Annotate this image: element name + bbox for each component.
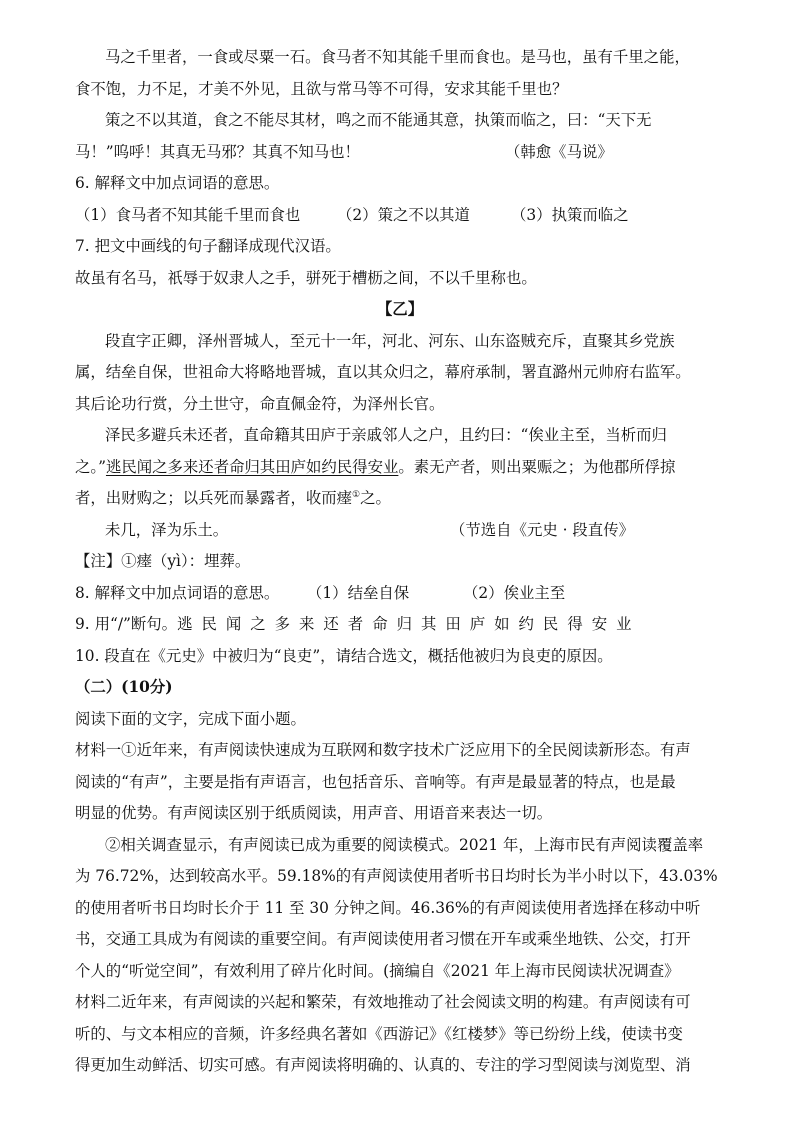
material-1-paragraph-2-line-2: 为 76.72%，达到较高水平。59.18%的有声阅读使用者听书日均时长为半小时以下，43.03% (75, 867, 718, 885)
question-9 (75, 609, 725, 641)
question-6: 6. 解释文中加点词语的意思。 (75, 174, 280, 192)
document-page (75, 42, 725, 1082)
yi-paragraph-2-line-2-start: 之。” (75, 457, 106, 476)
material-2-line-2: 听的、与文本相应的音频，许多经典名著如《西游记》《红楼梦》等已纷纷上线，使读书变 (75, 1024, 683, 1043)
part-2-instruction: 阅读下面的文字，完成下面小题。 (75, 709, 306, 728)
yi-paragraph-1-line-3: 其后论功行赏，分土世守，命直佩金符，为泽州长官。 (75, 394, 445, 413)
material-1-line-2: 阅读的“有声”，主要是指有声语言，也包括音乐、音响等。有声是最显著的特点，也是最 (75, 772, 676, 791)
yi-paragraph-2-line-3 (75, 483, 725, 515)
yi-paragraph-2-line-2 (75, 452, 725, 484)
question-10: 10. 段直在《元史》中被归为“良吏”，请结合选文，概括他被归为良吏的原因。 (75, 646, 613, 665)
yi-paragraph-2-line-3-start: 者，出财购之；以兵死而暴露者，收而瘗 (75, 489, 353, 507)
question-6-item-1: （1）食马者不知其能千里而食也 (75, 205, 301, 224)
yi-paragraph-2-line-3-end: 之。 (360, 489, 391, 507)
jia-paragraph-2-line-1: 策之不以其道，食之不能尽其材，鸣之而不能通其意，执策而临之，曰：“天下无 (105, 111, 652, 129)
question-8-item-1: （1）结垒自保 (307, 583, 410, 602)
question-7-sentence: 故虽有名马，祇辱于奴隶人之手，骈死于槽枥之间，不以千里称也。 (75, 268, 537, 287)
material-1-paragraph-2-line-1: ②相关调查显示，有声阅读已成为重要的阅读模式。2021 年，上海市民有声阅读覆盖率 (105, 835, 704, 854)
material-1-line-1: 材料一①近年来，有声阅读快速成为互联网和数字技术广泛应用下的全民阅读新形态。有声 (75, 741, 691, 759)
yi-paragraph-1-line-1: 段直字正卿，泽州晋城人，至元十一年，河北、河东、山东盗贼充斥，直聚其乡党族 (105, 331, 675, 350)
part-2-heading: （二）(10分) (75, 678, 173, 696)
material-2-line-3: 得更加生动鲜活、切实可感。有声阅读将明确的、认真的、专注的学习型阅读与浏览型、消 (75, 1056, 691, 1074)
material-1-line-3: 明显的优势。有声阅读区别于纸质阅读，用声音、用语音来表达一切。 (75, 804, 553, 822)
jia-paragraph-2-line-2-text: 马！”呜呼！其真无马邪？其真不知马也！ (75, 142, 360, 161)
yi-paragraph-3-text: 未几，泽为乐土。 (105, 520, 229, 539)
footnote-marker: ① (352, 490, 361, 500)
question-8 (75, 578, 725, 610)
yi-paragraph-2-line-1: 泽民多避兵未还者，直命籍其田庐于亲戚邻人之户，且约曰：“俟业主至，当析而归 (105, 426, 667, 444)
yi-paragraph-1-line-2: 属，结垒自保，世祖命大将略地晋城，直以其众归之，幕府承制，署直潞州元帅府右监军。 (75, 363, 691, 381)
yi-note: 【注】①瘗（yì）：埋葬。 (75, 552, 251, 570)
question-9-characters: 逃民闻之多来还者命归其田庐如约民得安业 (177, 615, 641, 633)
question-6-item-3: （3）执策而临之 (511, 205, 629, 224)
jia-paragraph-1-line-1: 马之千里者，一食或尽粟一石。食马者不知其能千里而食也。是马也，虽有千里之能， (105, 48, 690, 66)
question-7: 7. 把文中画线的句子翻译成现代汉语。 (75, 237, 341, 255)
material-1-paragraph-2-line-4: 书，交通工具成为有阅读的重要空间。有声阅读使用者习惯在开车或乘坐地铁、公交，打开 (75, 930, 691, 948)
jia-source: （韩愈《马说》 (505, 142, 613, 161)
question-8-text: 8. 解释文中加点词语的意思。 (75, 583, 280, 602)
yi-paragraph-2-line-2-end: 。素无产者，则出粟赈之；为他郡所俘掠 (398, 457, 676, 476)
question-6-item-2: （2）策之不以其道 (337, 205, 470, 224)
yi-heading: 【乙】 (376, 300, 424, 318)
material-2-line-1: 材料二近年来，有声阅读的兴起和繁荣，有效地推动了社会阅读文明的构建。有声阅读有可 (75, 993, 691, 1011)
question-8-item-2: （2）俟业主至 (463, 583, 566, 602)
question-9-prefix: 9. 用“/”断句。 (75, 615, 178, 633)
material-1-paragraph-2-line-5: 个人的“听觉空间”，有效利用了碎片化时间。(摘编自《2021 年上海市民阅读状况调查》 (75, 961, 680, 980)
jia-paragraph-2-line-2 (75, 137, 725, 169)
yi-paragraph-3 (75, 515, 725, 547)
question-6-items (75, 200, 725, 232)
material-1-paragraph-2-line-3: 的使用者听书日均时长介于 11 至 30 分钟之间。46.36%的有声阅读使用者选择在移动中听 (75, 898, 701, 917)
jia-paragraph-1-line-2: 食不饱，力不足，才美不外见，且欲与常马等不可得，安求其能千里也？ (75, 79, 568, 98)
yi-source: （节选自《元史 · 段直传》 (450, 520, 634, 539)
underlined-sentence: 逃民闻之多来还者命归其田庐如约民得安业 (105, 457, 399, 476)
